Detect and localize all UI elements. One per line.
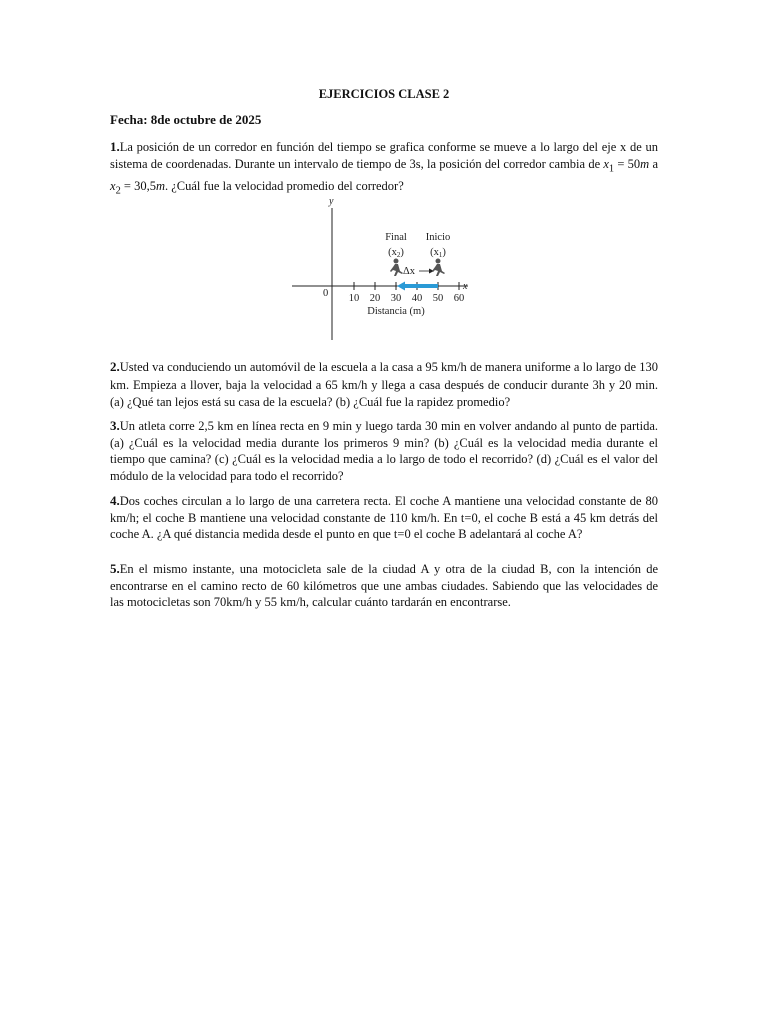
start-label: Inicio [425, 232, 451, 243]
exercise-2 [110, 358, 658, 412]
exercise-number: 4. [110, 493, 120, 508]
exercise-5 [110, 561, 658, 611]
exercise-number: 1. [110, 139, 120, 154]
position-diagram [290, 194, 480, 342]
displacement-bar [404, 284, 438, 288]
exercise-4 [110, 493, 658, 543]
runner-start-icon [432, 259, 445, 277]
exercise-3 [110, 418, 658, 484]
tick-label: 60 [453, 293, 465, 304]
tick-label: 40 [411, 293, 423, 304]
tick-label: 20 [369, 293, 381, 304]
document-date: Fecha: 8de octubre de 2025 [110, 112, 262, 127]
origin-label: 0 [323, 288, 329, 299]
y-axis-label: y [329, 196, 334, 207]
final-label: Final [385, 232, 407, 243]
tick-label: 30 [390, 293, 402, 304]
exercise-text: Usted va conduciendo un automóvil de la escuela a la casa a 95 km/h de manera uniforme a lo largo de 130 km. Empieza a llover, baja la velocidad a 65 km/h y llega a casa después de conducir durante 3h y 20 min. (a) ¿Qué tan lejos está su casa de la escuela? (b) ¿Cuál fue la rapidez promedio? [110, 360, 658, 409]
final-sub-label: (x2) [388, 247, 404, 259]
displacement-arrowhead [397, 282, 405, 291]
exercise-1: 1.La posición de un corredor en función del tiempo se grafica conforme se mueve a lo largo del eje x de un sistema de coordenadas. Durante un intervalo de tiempo de 3s, la posición del corredor cambia de $x_1 = 50m$ a $x_2 = 30,5m$. ¿Cuál fue la velocidad promedio del corredor? [110, 139, 658, 196]
document-title: EJERCICIOS CLASE 2 [318, 87, 450, 101]
exercise-text: En el mismo instante, una motocicleta sale de la ciudad A y otra de la ciudad B, con la intención de encontrarse en el camino recto de 60 kilómetros que une ambas ciudades. Sabiendo que las velocidades de las motocicletas son 70km/h y 55 km/h, calcular cuánto tardarán en encontrarse. [110, 562, 658, 609]
exercise-number: 2. [110, 359, 120, 374]
exercise-text: Un atleta corre 2,5 km en línea recta en 9 min y luego tarda 30 min en volver andando al punto de partida. (a) ¿Cuál es la velocidad media durante los primeros 9 min? (b) ¿Cuál es la velocidad media durante el tiempo que camina? (c) ¿Cuál es la velocidad media a lo largo de todo el recorrido? (d) ¿Cuál es el valor del módulo de la velocidad para todo el recorrido? [110, 419, 658, 483]
tick-label: 50 [432, 293, 444, 304]
exercise-text: Dos coches circulan a lo largo de una carretera recta. El coche A mantiene una velocidad constante de 80 km/h; el coche B mantiene una velocidad constante de 110 km/h. En t=0, el coche B está a 45 km detrás del coche A. ¿A qué distancia medida desde el punto en que t=0 el coche B adelantará al coche A? [110, 494, 658, 541]
x-axis-label: x [463, 281, 468, 292]
tick-label: 10 [348, 293, 360, 304]
axis-caption: Distancia (m) [367, 306, 425, 317]
exercise-number: 5. [110, 561, 120, 576]
runner-final-icon [390, 259, 403, 277]
delta-x-label: Δx [402, 266, 416, 277]
exercise-number: 3. [110, 418, 120, 433]
start-sub-label: (x1) [430, 247, 446, 259]
